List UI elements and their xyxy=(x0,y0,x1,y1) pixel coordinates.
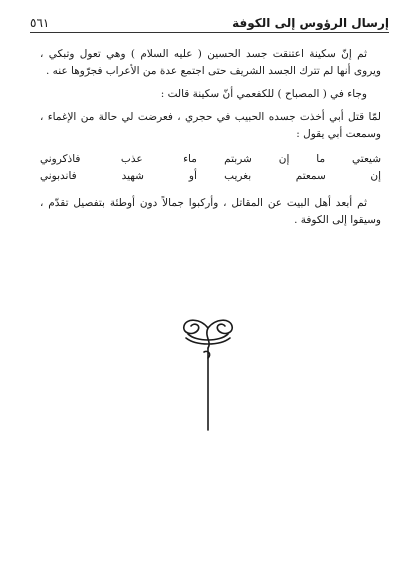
running-header xyxy=(30,14,389,32)
verse-line-1 xyxy=(40,151,381,168)
page-number: ٥٦١ xyxy=(30,16,50,30)
closing-paragraph: ثم أبعد أهل البيت عن المقاتل ، وأركبوا جمالاً دون أوطئة بتفصيل تقدّم ، وسيقوا إلى الكوفة . xyxy=(40,197,381,226)
verse-2-left-hemistich: أو شهيد فاندبوني xyxy=(40,170,197,182)
header-title: إرسال الرؤوس إلى الكوفة xyxy=(232,16,389,30)
paragraph-1: ثم إنّ سكينة اعتنقت جسد الحسين ( عليه السلام ) وهي تعول وتبكي ، ويروى أنها لم تترك الجسد الشريف حتى اجتمع عدة من الأعراب فجرّوها عنه . xyxy=(40,48,381,77)
paragraph-2: وجاء في ( المصباح ) للكفعمي أنّ سكينة قالت : xyxy=(160,88,367,100)
verse-line-2 xyxy=(40,168,381,185)
main-text xyxy=(40,46,381,235)
poem-verses xyxy=(40,151,381,185)
end-ornament-icon xyxy=(178,312,238,434)
verse-2-right-hemistich: إن سمعتم بغريب xyxy=(224,170,381,182)
verse-1-left-hemistich: ماء عذب فاذكروني xyxy=(40,153,197,165)
paragraph-3: لمّا قتل أبي أخذت جسده الحبيب في حجري ، فعرضت لي حالة من الإغماء ، وسمعت أبي يقول : xyxy=(40,111,381,140)
verse-1-right-hemistich: شيعتي ما إن شربتم xyxy=(224,153,381,165)
header-divider xyxy=(30,32,389,33)
